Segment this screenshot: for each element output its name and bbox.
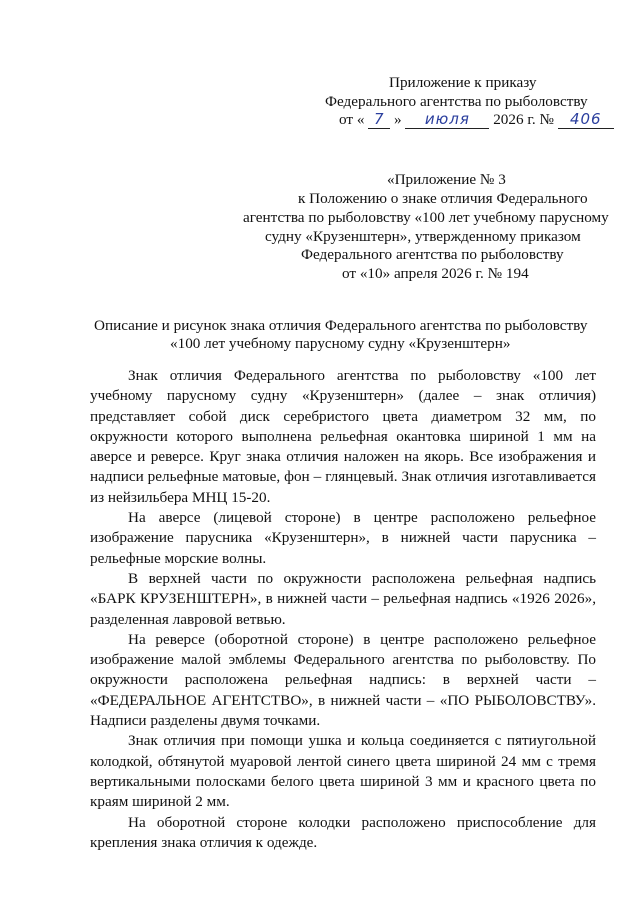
document-title-line-2: «100 лет учебному парусному судну «Крузенштерн» (170, 335, 511, 352)
document-body (90, 366, 596, 853)
appendix-line-6: от «10» апреля 2026 г. № 194 (342, 265, 529, 282)
header-line-1: Приложение к приказу (389, 74, 537, 91)
appendix-line-5: Федерального агентства по рыболовству (301, 246, 564, 263)
number-handwritten: 406 (569, 110, 602, 128)
day-handwritten: 7 (373, 110, 385, 128)
paragraph-1: Знак отличия Федерального агентства по рыболовству «100 лет учебному парусному судну «Крузенштерн» (далее – знак отличия) представляет собой диск серебристого цвета диаметром 32 мм, по окружности которого выполнена рельефная окантовка шириной 1 мм на аверсе и реверсе. Круг знака отличия наложен на якорь. Все изображения и надписи рельефные матовые, фон – глянцевый. Знак отличия изготавливается из нейзильбера МНЦ 15-20. (90, 367, 596, 506)
month-field (405, 110, 489, 129)
month-handwritten: июля (424, 110, 470, 128)
year-text: 2026 г. № (493, 111, 554, 128)
date-prefix: от « (339, 111, 365, 128)
paragraph-4: На реверсе (оборотной стороне) в центре расположено рельефное изображение малой эмблемы Федерального агентства по рыболовству. По окружности расположена рельефная надпись: в верхней части – «ФЕДЕРАЛЬНОЕ АГЕНТСТВО», в нижней части – «ПО РЫБОЛОВСТВУ». Надписи разделены двумя точками. (90, 630, 596, 730)
appendix-line-2: к Положению о знаке отличия Федерального (298, 190, 588, 207)
date-mid: » (394, 111, 402, 128)
appendix-line-4: судну «Крузенштерн», утвержденному приказом (265, 228, 581, 245)
paragraph-5: Знак отличия при помощи ушка и кольца соединяется с пятиугольной колодкой, обтянутой муаровой лентой синего цвета шириной 24 мм с тремя вертикальными полосками белого цвета шириной 3 мм и красного цвета по краям шириной 2 мм. (90, 732, 596, 811)
header-date-line (339, 110, 614, 129)
paragraph-2: На аверсе (лицевой стороне) в центре расположено рельефное изображение парусника «Крузенштерн», в нижней части парусника – рельефные морские волны. (90, 509, 596, 567)
day-field (368, 110, 390, 129)
appendix-line-1: «Приложение № 3 (387, 171, 506, 188)
number-field (558, 110, 614, 129)
paragraph-3: В верхней части по окружности расположена рельефная надпись «БАРК КРУЗЕНШТЕРН», в нижней части – рельефная надпись «1926 2026», разделенная лавровой ветвью. (90, 569, 596, 628)
header-line-2: Федерального агентства по рыболовству (325, 93, 588, 110)
document-title-line-1: Описание и рисунок знака отличия Федерального агентства по рыболовству (94, 317, 588, 334)
paragraph-6: На оборотной стороне колодки расположено приспособление для крепления знака отличия к одежде. (90, 813, 596, 851)
appendix-line-3: агентства по рыболовству «100 лет учебному парусному (243, 209, 609, 226)
